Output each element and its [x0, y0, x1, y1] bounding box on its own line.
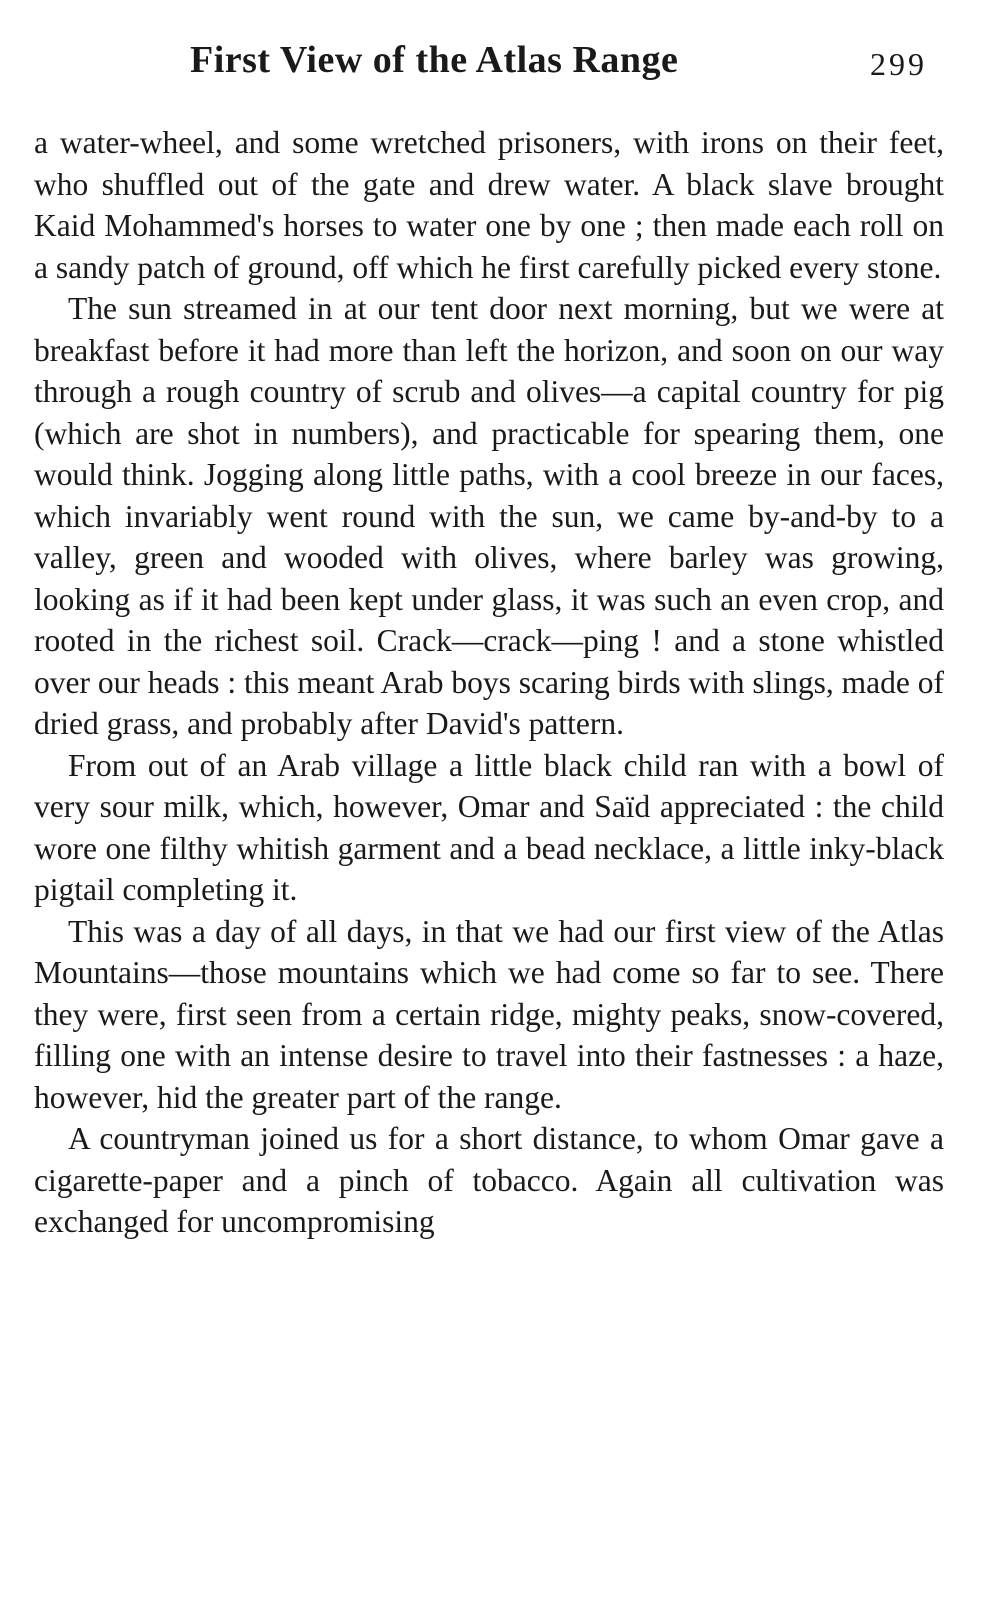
body-text — [34, 122, 944, 1243]
running-head — [0, 38, 1000, 98]
running-title: First View of the Atlas Range — [190, 39, 679, 81]
paragraph-countryman: A countryman joined us for a short distance, to whom Omar gave a cigarette-paper and a pinch of tobacco. Again all cultivation was exchanged for uncompromising — [34, 1121, 944, 1239]
paragraph-arab-village: From out of an Arab village a little black child ran with a bowl of very sour milk, which, however, Omar and Saïd appreciated : the child wore one filthy whitish garment and a bead necklace, a little inky-black pigtail completing it. — [34, 747, 944, 907]
paragraph-continued: a water-wheel, and some wretched prisoners, with irons on their feet, who shuffled out of the gate and drew water. A black slave brought Kaid Mohammed's horses to water one by one ; then made each roll on a sandy patch of ground, off which he first carefully picked every stone. — [34, 125, 944, 285]
page-number: 299 — [870, 46, 927, 82]
paragraph-morning-journey: The sun streamed in at our tent door next morning, but we were at breakfast before it had more than left the horizon, and soon on our way through a rough country of scrub and olives—a capital country for pig (which are shot in numbers), and practicable for spearing them, one would think. Jogging along little paths, with a cool breeze in our faces, which invariably went round with the sun, we came by-and-by to a valley, green and wooded with olives, where barley was growing, looking as if it had been kept under glass, it was such an even crop, and rooted in the richest soil. Crack—crack—ping ! and a stone whistled over our heads : this meant Arab boys scaring birds with slings, made of dried grass, and probably after David's pattern. — [34, 291, 944, 741]
paragraph-atlas-view: This was a day of all days, in that we had our first view of the Atlas Mountains—those mountains which we had come so far to see. There they were, first seen from a certain ridge, mighty peaks, snow-covered, filling one with an intense desire to travel into their fastnesses : a haze, however, hid the greater part of the range. — [34, 913, 944, 1115]
